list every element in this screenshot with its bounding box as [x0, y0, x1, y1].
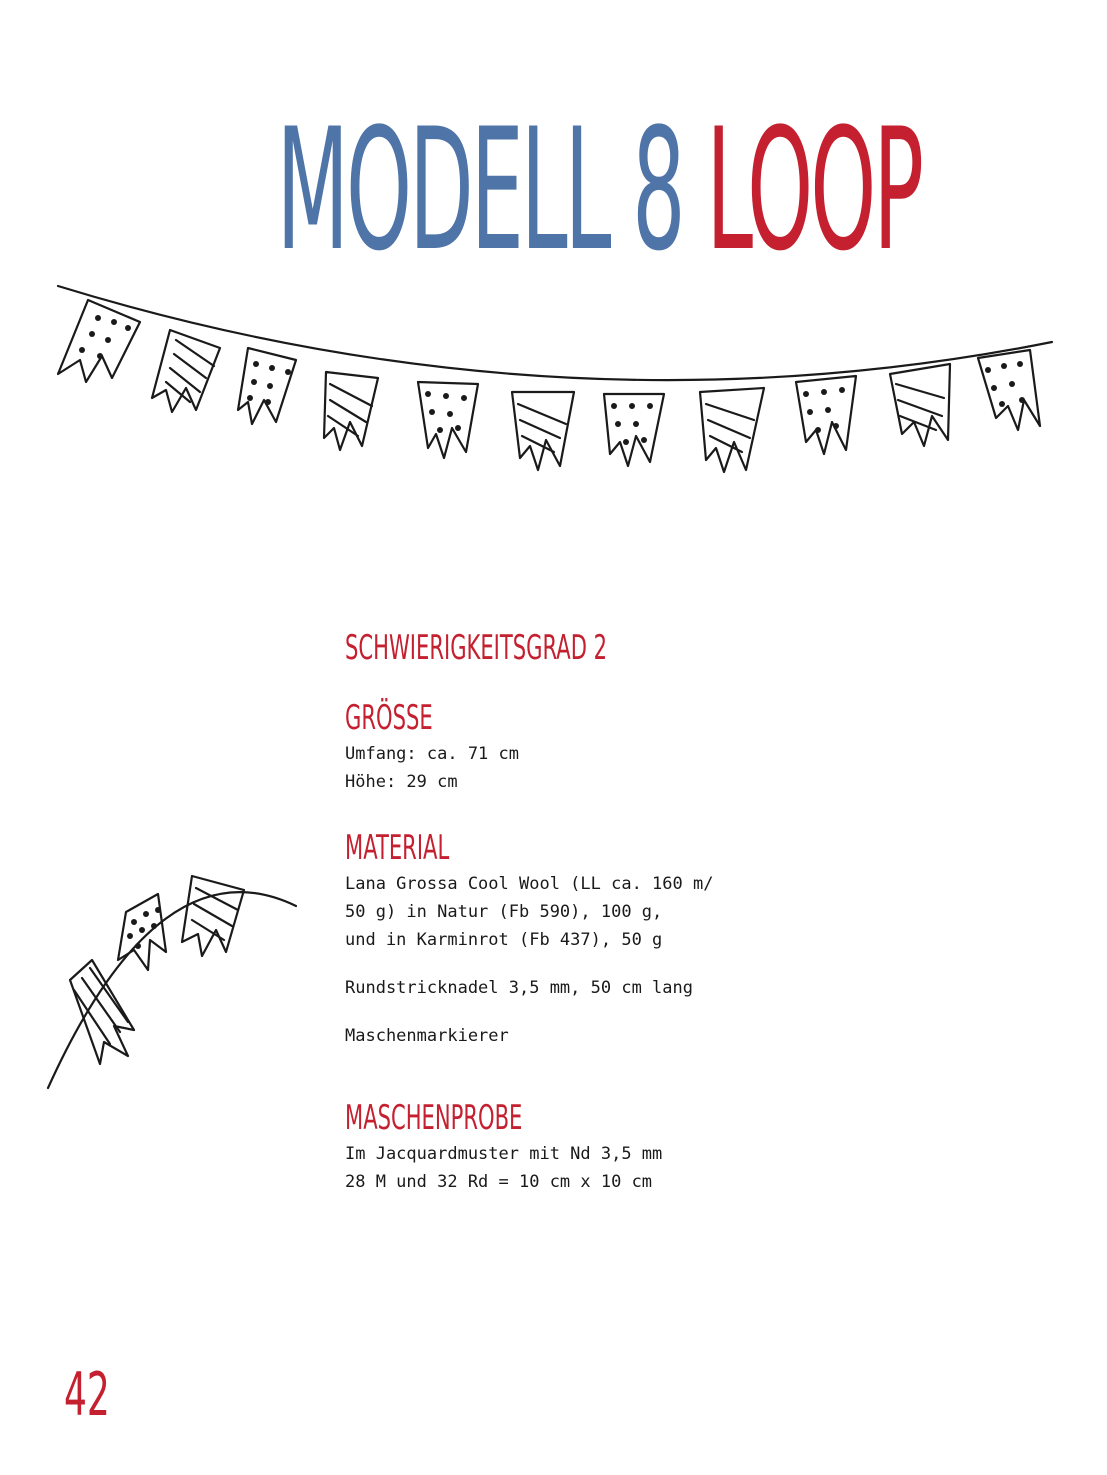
gauge-heading: MASCHENPROBE: [345, 1098, 523, 1138]
size-heading: GRÖSSE: [345, 698, 433, 738]
gauge-text: [345, 1140, 865, 1196]
gauge-stitches: 28 M und 32 Rd = 10 cm x 10 cm: [345, 1172, 653, 1192]
gauge-needle: Im Jacquardmuster mit Nd 3,5 mm: [345, 1144, 663, 1164]
title-loop: LOOP: [706, 92, 921, 288]
difficulty-heading: SCHWIERIGKEITSGRAD 2: [345, 628, 608, 668]
material-yarn-line-2: 50 g) in Natur (Fb 590), 100 g,: [345, 902, 663, 922]
material-heading: MATERIAL: [345, 828, 450, 868]
material-section: [345, 828, 865, 1098]
material-marker: Maschenmarkierer: [345, 1026, 509, 1046]
page-number: 42: [64, 1360, 110, 1430]
bunting-garland-top-icon: [0, 270, 1107, 510]
bunting-garland-side-icon: [30, 860, 310, 1100]
material-yarn-line-1: Lana Grossa Cool Wool (LL ca. 160 m/: [345, 874, 714, 894]
material-yarn-line-3: und in Karminrot (Fb 437), 50 g: [345, 930, 663, 950]
page-title: [276, 92, 921, 288]
material-needle: Rundstricknadel 3,5 mm, 50 cm lang: [345, 978, 693, 998]
size-circumference: Umfang: ca. 71 cm: [345, 744, 519, 764]
gauge-section: [345, 1098, 865, 1196]
size-text: [345, 740, 865, 796]
difficulty-section: [345, 628, 865, 698]
title-model: MODELL 8: [276, 92, 683, 288]
pattern-info: [345, 628, 865, 1196]
material-yarn: [345, 870, 865, 954]
size-height: Höhe: 29 cm: [345, 772, 458, 792]
size-section: [345, 698, 865, 828]
